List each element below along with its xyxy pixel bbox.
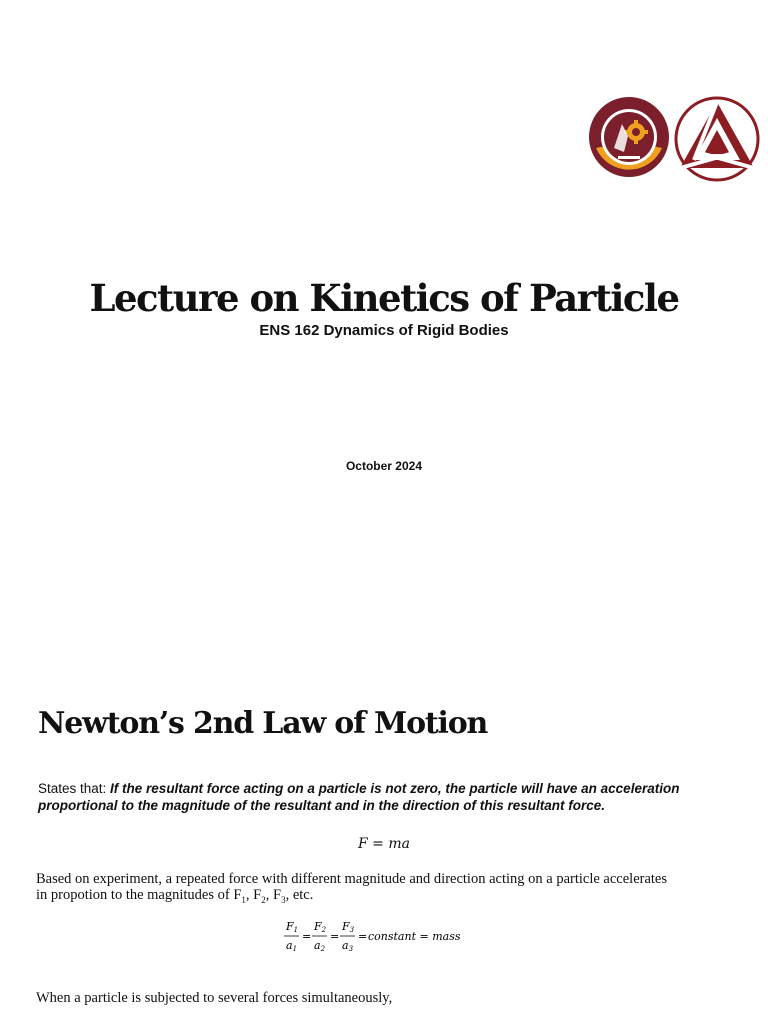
paragraph-text: , etc. [285,887,314,903]
equation-main: F = ma [358,836,410,852]
paragraph-text: , F [245,887,262,903]
paragraph-text: , F [265,887,282,903]
ratio-equation [284,916,484,956]
section-heading: Newton’s 2nd Law of Motion [38,706,488,741]
states-lead: States that: [38,781,111,796]
subscript: 2 [261,894,266,905]
ratio-a1: a1 [286,939,298,953]
equals-sign: = [302,930,312,943]
ratio-a3: a3 [342,939,354,953]
equals-sign: = [358,930,368,943]
logo-group [588,96,760,184]
college-of-engineering-seal-icon [588,96,670,178]
paragraph-text: Based on experiment, a repeated force with different magnitude and direction acting on a particle accelerates in propotion to the magnitudes of F [36,871,667,903]
law-statement [38,780,738,814]
lecture-date: October 2024 [345,459,423,473]
equals-sign: = [330,930,340,943]
triangle-emblem-icon [674,96,760,182]
lecture-title: Lecture on Kinetics of Particle [89,276,679,320]
subscript: 3 [281,894,286,905]
law-text: If the resultant force acting on a particle is not zero, the particle will have an acceleration proportional to the magnitude of the resultant and in the direction of this resultant force. [38,781,680,813]
content-slide [0,690,768,1024]
experiment-paragraph [36,871,676,908]
course-subtitle: ENS 162 Dynamics of Rigid Bodies [259,322,509,339]
ratio-rhs: constant = mass [368,930,461,943]
forces-paragraph: When a particle is subjected to several forces simultaneously, [36,990,393,1006]
ratio-f3: F3 [342,920,355,934]
ratio-a2: a2 [314,939,326,953]
ratio-f2: F2 [314,920,327,934]
ratio-f1: F1 [286,920,299,934]
subscript: 1 [241,894,246,905]
